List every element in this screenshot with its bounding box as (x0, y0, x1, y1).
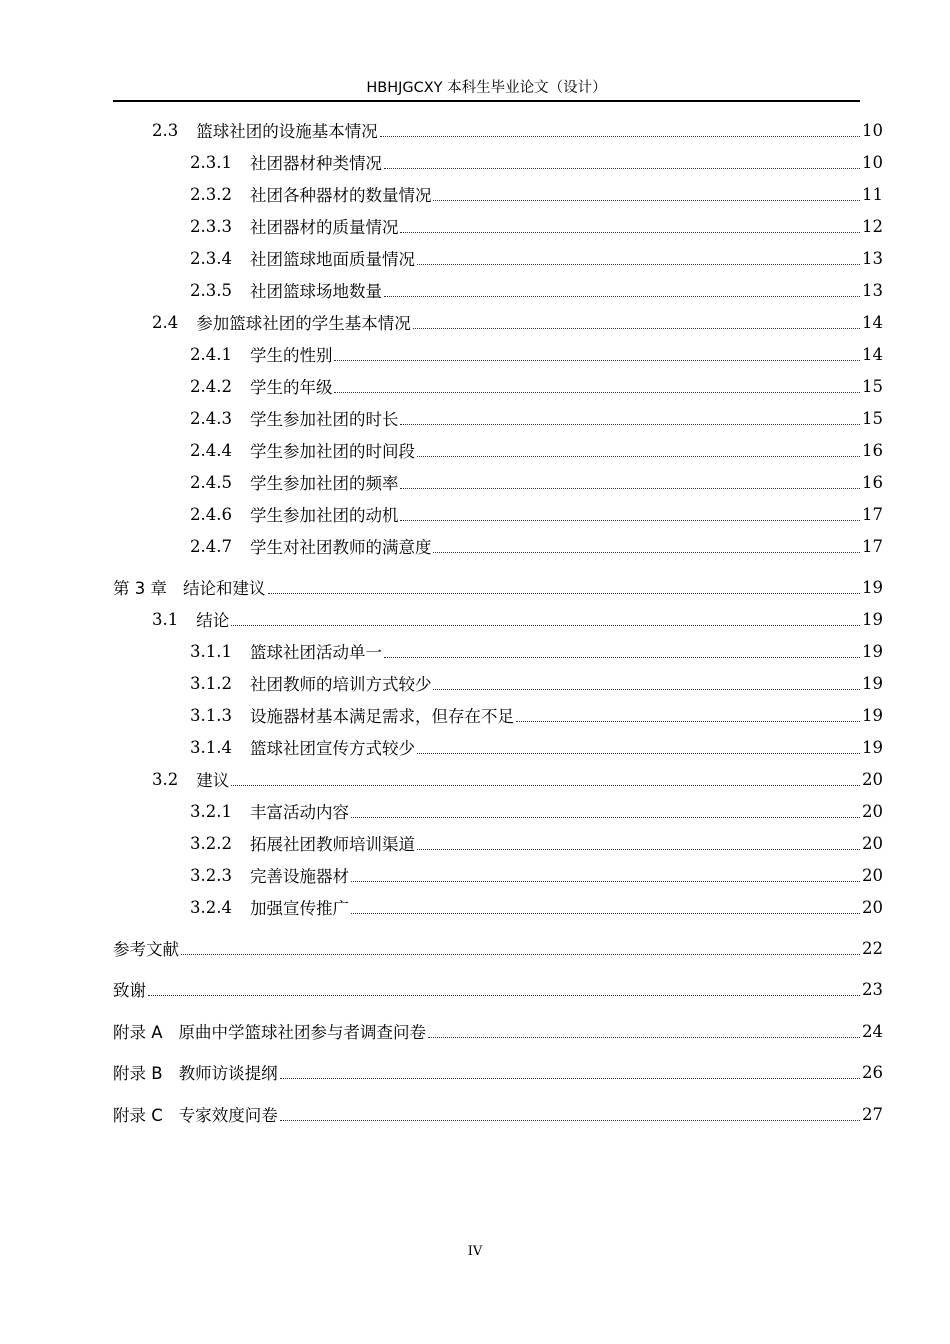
header-rule (113, 100, 860, 102)
toc-entry-number: 3.1 (152, 609, 179, 629)
toc-entry-title: 学生参加社团的时间段 (249, 442, 415, 461)
toc-entry[interactable] (113, 210, 883, 242)
toc-entry-page: 20 (862, 865, 883, 885)
toc-entry-title: 学生的性别 (249, 346, 333, 365)
toc-entry[interactable] (113, 891, 883, 923)
toc-entry[interactable] (113, 114, 883, 146)
dot-leader (384, 168, 860, 169)
toc-entry[interactable] (113, 1015, 883, 1047)
toc-entry-number: 3.1.4 (190, 737, 232, 757)
dot-leader (516, 721, 860, 722)
toc-entry-title: 参加篮球社团的学生基本情况 (196, 314, 411, 333)
toc-entry-number: 3.2.4 (190, 897, 232, 917)
dot-leader (417, 264, 860, 265)
toc-entry-number: 2.3.4 (190, 248, 232, 268)
toc-entry-number: 3.2.3 (190, 865, 232, 885)
toc-entry-number: 2.4.5 (190, 472, 232, 492)
toc-entry-title: 社团教师的培训方式较少 (249, 675, 432, 694)
toc-entry-number: 2.4 (152, 312, 179, 332)
dot-leader (400, 488, 860, 489)
toc-entry-page: 23 (862, 979, 883, 999)
toc-entry[interactable] (113, 731, 883, 763)
dot-leader (148, 995, 860, 996)
dot-leader (231, 785, 860, 786)
toc-entry[interactable] (113, 859, 883, 891)
toc-entry-title: 学生参加社团的频率 (249, 474, 399, 493)
dot-leader (384, 657, 860, 658)
toc-entry-page: 19 (862, 673, 883, 693)
toc-entry-title: 致谢 (113, 981, 146, 1000)
toc-entry-title: 社团器材的质量情况 (249, 218, 399, 237)
dot-leader (351, 881, 860, 882)
toc-entry-page: 19 (862, 577, 883, 597)
dot-leader (334, 360, 860, 361)
toc-entry-title: 社团各种器材的数量情况 (249, 186, 432, 205)
toc-entry[interactable] (113, 498, 883, 530)
toc-entry[interactable] (113, 402, 883, 434)
toc-entry-title: 篮球社团的设施基本情况 (196, 122, 378, 141)
toc-entry[interactable] (113, 827, 883, 859)
dot-leader (181, 954, 860, 955)
toc-entry-title: 学生参加社团的时长 (249, 410, 399, 429)
toc-entry-page: 15 (862, 408, 883, 428)
toc-entry[interactable] (113, 603, 883, 635)
dot-leader (400, 424, 860, 425)
toc-entry-page: 11 (862, 184, 883, 204)
toc-entry-title: 丰富活动内容 (249, 803, 349, 822)
toc-entry-page: 13 (862, 280, 883, 300)
toc-entry[interactable] (113, 530, 883, 562)
toc-entry-title: 学生参加社团的动机 (249, 506, 399, 525)
toc-entry-number: 2.3.5 (190, 280, 232, 300)
toc-entry-page: 16 (862, 440, 883, 460)
toc-entry[interactable] (113, 571, 883, 603)
toc-entry-title: 参考文献 (113, 940, 179, 959)
toc-entry-page: 20 (862, 833, 883, 853)
toc-entry-number: 2.4.1 (190, 344, 232, 364)
toc-entry-page: 19 (862, 705, 883, 725)
toc-entry[interactable] (113, 242, 883, 274)
toc-entry-title: 原曲中学篮球社团参与者调查问卷 (178, 1023, 427, 1042)
dot-leader (280, 1120, 860, 1121)
toc-entry-number: 2.3.3 (190, 216, 232, 236)
toc-entry[interactable] (113, 1098, 883, 1130)
toc-entry-number: 3.2 (152, 769, 179, 789)
running-header: HBHJGCXY 本科生毕业论文（设计） (366, 80, 607, 96)
toc-entry-title: 结论 (196, 611, 230, 630)
toc-entry-page: 12 (862, 216, 883, 236)
page-number: IV (467, 1244, 483, 1259)
dot-leader (280, 1078, 860, 1079)
toc-entry[interactable] (113, 932, 883, 964)
toc-entry-page: 24 (862, 1021, 883, 1041)
toc-entry-title: 教师访谈提纲 (178, 1064, 278, 1083)
toc-entry-number: 2.3.1 (190, 152, 232, 172)
toc-entry-number: 2.4.2 (190, 376, 232, 396)
toc-entry-title: 设施器材基本满足需求，但存在不足 (249, 707, 514, 726)
toc-entry-page: 17 (862, 504, 883, 524)
toc-entry-page: 13 (862, 248, 883, 268)
toc-entry-page: 10 (862, 120, 883, 140)
toc-entry-number: 第 3 章 (113, 579, 167, 598)
toc-entry-title: 学生的年级 (249, 378, 333, 397)
dot-leader (384, 296, 860, 297)
dot-leader (433, 552, 860, 553)
toc-entry-title: 加强宣传推广 (249, 899, 349, 918)
toc-entry[interactable] (113, 338, 883, 370)
dot-leader (400, 232, 860, 233)
toc-entry[interactable] (113, 635, 883, 667)
toc-entry-page: 19 (862, 737, 883, 757)
toc-entry-page: 27 (862, 1104, 883, 1124)
dot-leader (268, 593, 861, 594)
dot-leader (428, 1037, 860, 1038)
toc-entry-title: 结论和建议 (183, 579, 266, 598)
toc-entry-title: 拓展社团教师培训渠道 (249, 835, 415, 854)
dot-leader (417, 753, 860, 754)
dot-leader (433, 689, 860, 690)
dot-leader (413, 328, 860, 329)
dot-leader (351, 913, 860, 914)
toc-entry-number: 3.2.2 (190, 833, 232, 853)
toc-entry-number: 附录 B (113, 1064, 163, 1083)
toc-entry[interactable] (113, 466, 883, 498)
toc-entry[interactable] (113, 667, 883, 699)
toc-entry-page: 20 (862, 769, 883, 789)
toc-entry-number: 附录 A (113, 1023, 163, 1042)
toc-entry[interactable] (113, 370, 883, 402)
toc-entry-page: 14 (862, 344, 883, 364)
toc-entry-page: 19 (862, 641, 883, 661)
dot-leader (417, 456, 860, 457)
toc-entry[interactable] (113, 973, 883, 1005)
toc-entry[interactable] (113, 274, 883, 306)
toc-entry[interactable] (113, 699, 883, 731)
dot-leader (417, 849, 860, 850)
toc-entry-page: 26 (862, 1062, 883, 1082)
toc-entry-number: 3.2.1 (190, 801, 232, 821)
toc-entry-number: 3.1.1 (190, 641, 232, 661)
toc-entry-title: 社团篮球场地数量 (249, 282, 382, 301)
toc-entry-number: 3.1.3 (190, 705, 232, 725)
toc-entry-title: 完善设施器材 (249, 867, 349, 886)
toc-entry-page: 19 (862, 609, 883, 629)
toc-entry-title: 学生对社团教师的满意度 (249, 538, 432, 557)
toc-entry-page: 14 (862, 312, 883, 332)
toc-entry-title: 社团篮球地面质量情况 (249, 250, 415, 269)
dot-leader (380, 136, 860, 137)
toc-entry-number: 2.3.2 (190, 184, 232, 204)
dot-leader (231, 625, 860, 626)
toc-entry-number: 附录 C (113, 1106, 163, 1125)
toc-entry-page: 10 (862, 152, 883, 172)
toc-entry-title: 专家效度问卷 (178, 1106, 278, 1125)
toc-entry-title: 社团器材种类情况 (249, 154, 382, 173)
dot-leader (351, 817, 860, 818)
toc-entry[interactable] (113, 306, 883, 338)
toc-entry-title: 篮球社团宣传方式较少 (249, 739, 415, 758)
toc-entry-number: 2.4.6 (190, 504, 232, 524)
toc-entry[interactable] (113, 795, 883, 827)
toc-entry-page: 16 (862, 472, 883, 492)
toc-entry[interactable] (113, 146, 883, 178)
toc-entry-page: 20 (862, 801, 883, 821)
dot-leader (433, 200, 860, 201)
toc-entry[interactable] (113, 1056, 883, 1088)
toc-entry-page: 20 (862, 897, 883, 917)
toc-entry-number: 2.4.3 (190, 408, 232, 428)
toc-entry-number: 2.3 (152, 120, 179, 140)
toc-entry-number: 3.1.2 (190, 673, 232, 693)
toc-entry[interactable] (113, 763, 883, 795)
toc-entry-page: 15 (862, 376, 883, 396)
toc-entry-title: 篮球社团活动单一 (249, 643, 382, 662)
toc-entry-page: 22 (862, 938, 883, 958)
toc-entry-page: 17 (862, 536, 883, 556)
toc-entry-number: 2.4.4 (190, 440, 232, 460)
dot-leader (400, 520, 860, 521)
toc-entry-number: 2.4.7 (190, 536, 232, 556)
toc-entry-title: 建议 (196, 771, 230, 790)
toc-entry[interactable] (113, 434, 883, 466)
toc-entry[interactable] (113, 178, 883, 210)
dot-leader (334, 392, 860, 393)
